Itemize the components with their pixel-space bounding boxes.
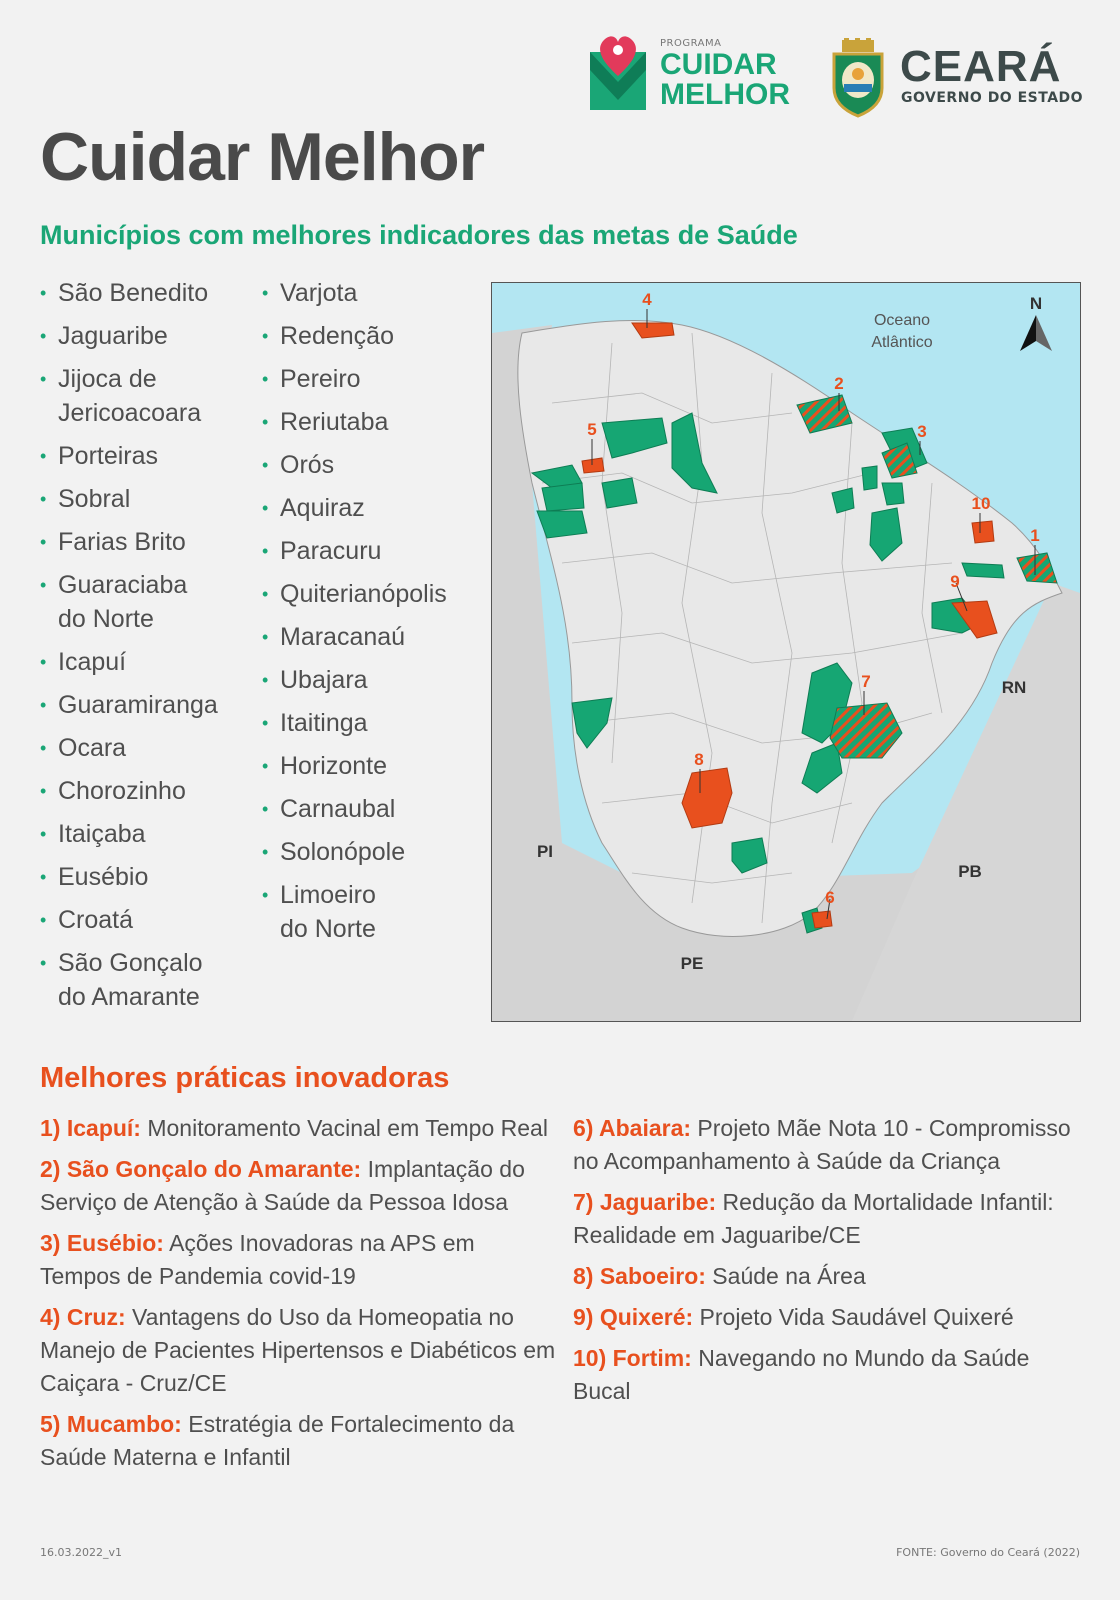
list-item: • Chorozinho [40, 774, 250, 808]
practices-list-1 [40, 1112, 560, 1482]
marker-label: 10 [971, 494, 991, 513]
list-item: • São Gonçalo do Amarante [40, 946, 250, 1014]
list-item: • Guaraciaba do Norte [40, 568, 250, 636]
practice-item [573, 1260, 1093, 1293]
page-title: Cuidar Melhor [40, 119, 485, 195]
state-name: CEARÁ [900, 42, 1062, 91]
practice-text: Saúde na Área [705, 1263, 866, 1289]
marker-label: 2 [834, 374, 844, 393]
cuidar-melhor-logo [590, 30, 800, 116]
marker-label: 8 [694, 750, 704, 769]
state-label-pi: PI [536, 842, 554, 861]
municipalities-list-1 [40, 276, 250, 1023]
marker-label: 5 [587, 420, 597, 439]
list-item: • Itaiçaba [40, 817, 250, 851]
list-item: • Redenção [262, 319, 472, 353]
practice-item [40, 1408, 560, 1474]
program-name-line1: CUIDAR [660, 48, 777, 81]
practice-text: Implantação do Serviço de Atenção à Saúde da Pessoa Idosa [40, 1156, 525, 1215]
practice-item [573, 1342, 1093, 1408]
state-label-pe: PE [680, 954, 704, 973]
practice-item [573, 1301, 1093, 1334]
practices-title: Melhores práticas inovadoras [40, 1062, 450, 1094]
list-item: • Sobral [40, 482, 250, 516]
practice-text: Monitoramento Vacinal em Tempo Real [140, 1115, 548, 1141]
list-item: • Solonópole [262, 835, 472, 869]
practice-label: 8) Saboeiro: [573, 1263, 706, 1289]
practice-label: 6) Abaiara: [573, 1115, 692, 1141]
practice-label: 7) Jaguaribe: [573, 1189, 717, 1215]
ocean-label-line1: Oceano [873, 312, 931, 329]
state-label-rn: RN [1001, 678, 1027, 697]
state-coat-of-arms-icon [828, 38, 888, 118]
list-item: • Aquiraz [262, 491, 472, 525]
practice-label: 1) Icapuí: [40, 1115, 141, 1141]
list-item: • Ocara [40, 731, 250, 765]
practice-item [573, 1186, 1093, 1252]
practices-list-2 [573, 1112, 1093, 1416]
marker-label: 6 [825, 888, 835, 907]
list-item: • Orós [262, 448, 472, 482]
list-item: • Reriutaba [262, 405, 472, 439]
practice-text: Navegando no Mundo da Saúde Bucal [573, 1345, 1030, 1404]
practice-text: Projeto Mãe Nota 10 - Compromisso no Acompanhamento à Saúde da Criança [573, 1115, 1071, 1174]
state-subtitle: GOVERNO DO ESTADO [901, 90, 1084, 106]
marker-label: 9 [950, 572, 960, 591]
practice-item [40, 1227, 560, 1293]
practice-label: 10) Fortim: [573, 1345, 692, 1371]
practice-label: 9) Quixeré: [573, 1304, 694, 1330]
program-name-line2: MELHOR [660, 78, 790, 111]
municipalities-list-2 [262, 276, 472, 955]
heart-pin-icon [590, 30, 656, 114]
list-item: • Guaramiranga [40, 688, 250, 722]
program-small-label: PROGRAMA [660, 38, 722, 49]
list-item: • Farias Brito [40, 525, 250, 559]
version-label: 16.03.2022_v1 [40, 1546, 122, 1559]
list-item: • Croatá [40, 903, 250, 937]
list-item: • Itaitinga [262, 706, 472, 740]
list-item: • Quiterianópolis [262, 577, 472, 611]
list-item: • São Benedito [40, 276, 250, 310]
list-item: • Jijoca de Jericoacoara [40, 362, 250, 430]
practice-label: 5) Mucambo: [40, 1411, 182, 1437]
list-item: • Jaguaribe [40, 319, 250, 353]
list-item: • Varjota [262, 276, 472, 310]
practice-item [40, 1112, 560, 1145]
marker-label: 4 [642, 290, 652, 309]
ceara-government-logo [828, 38, 1088, 120]
list-item: • Icapuí [40, 645, 250, 679]
ceara-map [491, 282, 1081, 1022]
list-item: • Pereiro [262, 362, 472, 396]
state-label-pb: PB [958, 862, 982, 881]
practice-text: Ações Inovadoras na APS em Tempos de Pandemia covid-19 [40, 1230, 475, 1289]
practice-item [40, 1153, 560, 1219]
list-item: • Eusébio [40, 860, 250, 894]
map-svg [492, 283, 1080, 1021]
practice-label: 2) São Gonçalo do Amarante: [40, 1156, 362, 1182]
list-item: • Limoeiro do Norte [262, 878, 472, 946]
practice-text: Projeto Vida Saudável Quixeré [693, 1304, 1014, 1330]
list-item: • Ubajara [262, 663, 472, 697]
practice-item [573, 1112, 1093, 1178]
list-item: • Porteiras [40, 439, 250, 473]
practice-text: Estratégia de Fortalecimento da Saúde Materna e Infantil [40, 1411, 515, 1470]
practice-text: Redução da Mortalidade Infantil: Realidade em Jaguaribe/CE [573, 1189, 1054, 1248]
ocean-label-line2: Atlântico [871, 334, 933, 351]
list-item: • Carnaubal [262, 792, 472, 826]
program-name [660, 50, 790, 110]
practice-label: 4) Cruz: [40, 1304, 126, 1330]
marker-label: 3 [917, 422, 927, 441]
practice-text: Vantagens do Uso da Homeopatia no Manejo de Pacientes Hipertensos e Diabéticos em Caiçara - Cruz/CE [40, 1304, 556, 1396]
marker-label: 1 [1030, 526, 1040, 545]
list-item: • Maracanaú [262, 620, 472, 654]
practice-label: 3) Eusébio: [40, 1230, 164, 1256]
page-subtitle: Municípios com melhores indicadores das metas de Saúde [40, 220, 798, 250]
marker-label: 7 [861, 672, 871, 691]
list-item: • Paracuru [262, 534, 472, 568]
source-label: FONTE: Governo do Ceará (2022) [896, 1546, 1080, 1559]
north-label: N [1029, 294, 1043, 313]
practice-item [40, 1301, 560, 1400]
list-item: • Horizonte [262, 749, 472, 783]
